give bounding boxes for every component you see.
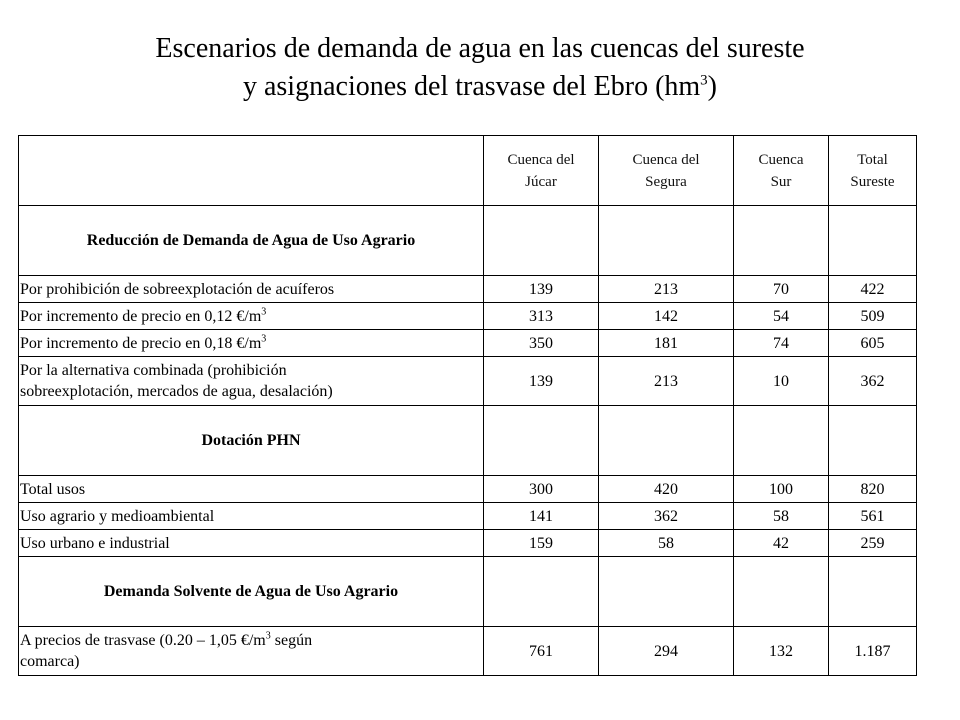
cell-jucar: 350 xyxy=(484,330,599,357)
table-row xyxy=(19,357,917,406)
row-label: Uso urbano e industrial xyxy=(19,530,484,557)
cell-jucar: 139 xyxy=(484,357,599,406)
cell-total: 509 xyxy=(829,303,917,330)
slide-title xyxy=(0,30,960,106)
cell-sur: 54 xyxy=(734,303,829,330)
table-row xyxy=(19,303,917,330)
table-row xyxy=(19,276,917,303)
cell-jucar: 300 xyxy=(484,476,599,503)
cell-sur: 42 xyxy=(734,530,829,557)
title-line-2-suffix: ) xyxy=(707,71,717,102)
row-label: Por prohibición de sobreexplotación de acuíferos xyxy=(19,276,484,303)
column-header-total: Total Sureste xyxy=(829,136,917,206)
header-empty-cell xyxy=(19,136,484,206)
cell-total: 820 xyxy=(829,476,917,503)
table-row xyxy=(19,530,917,557)
cell-segura: 362 xyxy=(599,503,734,530)
row-label: Por incremento de precio en 0,18 $€/m^3$ xyxy=(19,330,484,357)
cell-sur: 70 xyxy=(734,276,829,303)
cell-total: 605 xyxy=(829,330,917,357)
header-row xyxy=(19,136,917,206)
cell-segura: 181 xyxy=(599,330,734,357)
section-heading-row xyxy=(19,557,917,627)
column-header-jucar: Cuenca del Júcar xyxy=(484,136,599,206)
row-label: Uso agrario y medioambiental xyxy=(19,503,484,530)
cell-sur: 10 xyxy=(734,357,829,406)
cell-jucar: 761 xyxy=(484,627,599,676)
demand-table xyxy=(18,135,917,676)
cell-sur: 74 xyxy=(734,330,829,357)
cell-total: 362 xyxy=(829,357,917,406)
table-row xyxy=(19,476,917,503)
section-heading: Reducción de Demanda de Agua de Uso Agrario xyxy=(19,206,484,276)
row-label: Por la alternativa combinada (prohibición sobreexplotación, mercados de agua, desalación) xyxy=(19,357,484,406)
cell-segura: 58 xyxy=(599,530,734,557)
section-heading: Dotación PHN xyxy=(19,406,484,476)
cell-sur: 132 xyxy=(734,627,829,676)
table-row xyxy=(19,503,917,530)
column-header-segura: Cuenca del Segura xyxy=(599,136,734,206)
cell-total: 561 xyxy=(829,503,917,530)
cell-sur: 100 xyxy=(734,476,829,503)
row-label: Total usos xyxy=(19,476,484,503)
section-heading: Demanda Solvente de Agua de Uso Agrario xyxy=(19,557,484,627)
cell-segura: 420 xyxy=(599,476,734,503)
cell-jucar: 159 xyxy=(484,530,599,557)
table-row xyxy=(19,627,917,676)
title-line-2-text: y asignaciones del trasvase del Ebro (hm xyxy=(242,71,701,102)
cell-total: 422 xyxy=(829,276,917,303)
section-heading-row xyxy=(19,406,917,476)
cell-jucar: 313 xyxy=(484,303,599,330)
title-superscript: 3 xyxy=(700,72,708,89)
cell-jucar: 139 xyxy=(484,276,599,303)
row-label: A precios de trasvase (0.20 – 1,05 $€/m^3$ según comarca) xyxy=(19,627,484,676)
cell-jucar: 141 xyxy=(484,503,599,530)
section-heading-row xyxy=(19,206,917,276)
title-line-2 xyxy=(0,68,960,106)
cell-total: 1.187 xyxy=(829,627,917,676)
cell-segura: 294 xyxy=(599,627,734,676)
title-line-1: Escenarios de demanda de agua en las cuencas del sureste xyxy=(155,33,805,64)
cell-segura: 142 xyxy=(599,303,734,330)
row-label: Por incremento de precio en 0,12 $€/m^3$ xyxy=(19,303,484,330)
cell-total: 259 xyxy=(829,530,917,557)
cell-sur: 58 xyxy=(734,503,829,530)
column-header-sur: Cuenca Sur xyxy=(734,136,829,206)
cell-segura: 213 xyxy=(599,276,734,303)
table-row xyxy=(19,330,917,357)
cell-segura: 213 xyxy=(599,357,734,406)
